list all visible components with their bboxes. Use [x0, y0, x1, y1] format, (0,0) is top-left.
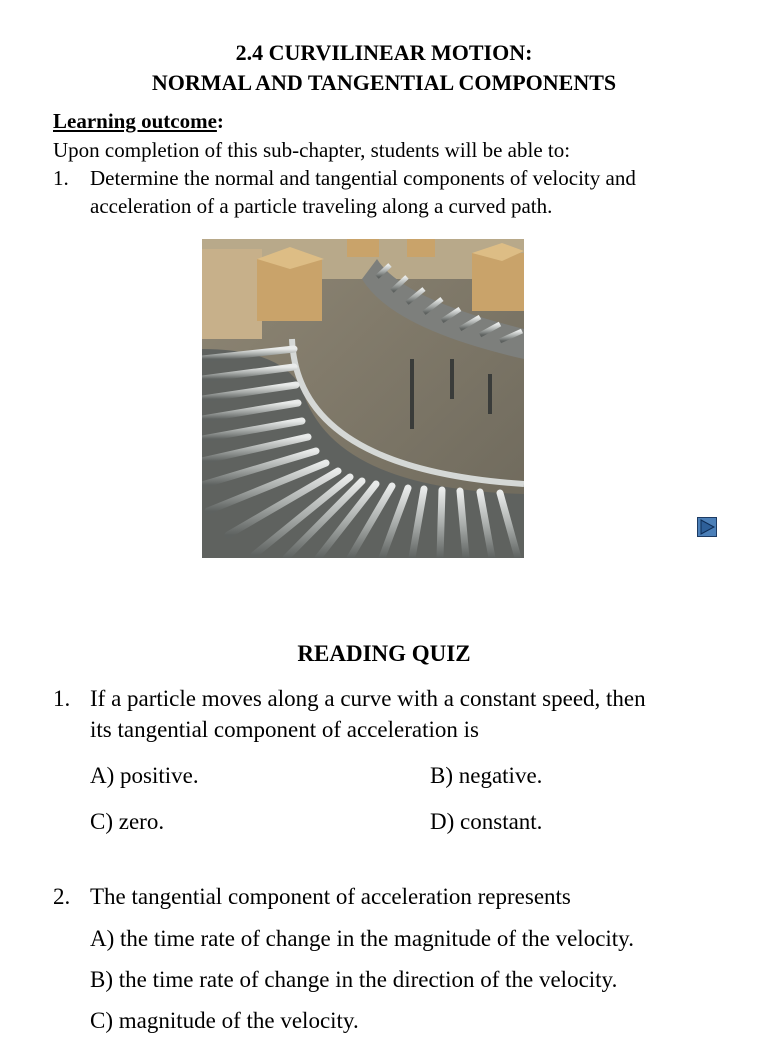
learning-outcome-label: Learning outcome: [53, 109, 217, 133]
outcome-item-line2: acceleration of a particle traveling along a curved path.: [90, 194, 553, 218]
option-text: negative.: [458, 763, 543, 788]
question-2-line1: The tangential component of acceleration represents: [90, 884, 571, 909]
option-letter: C): [90, 809, 113, 834]
roller-conveyor-photo: [202, 239, 524, 558]
question-2-option-c[interactable]: [90, 1005, 359, 1037]
page-title-line2: NORMAL AND TANGENTIAL COMPONENTS: [151, 70, 617, 95]
question-2-option-b[interactable]: [90, 964, 617, 996]
option-text: constant.: [460, 809, 543, 834]
option-text: positive.: [120, 763, 199, 788]
outcome-item-number: 1.: [53, 166, 69, 190]
question-1-option-b[interactable]: [430, 760, 542, 792]
learning-outcome-heading: [53, 107, 224, 135]
option-text: the time rate of change in the direction of the velocity.: [118, 967, 618, 992]
option-letter: B): [430, 763, 453, 788]
question-1-option-a[interactable]: [90, 760, 199, 792]
option-text: the time rate of change in the magnitude of the velocity.: [120, 926, 634, 951]
question-1-option-d[interactable]: [430, 806, 542, 838]
question-1-number: 1.: [53, 686, 71, 711]
learning-outcome-colon: :: [216, 109, 224, 133]
quiz-title: READING QUIZ: [297, 641, 471, 666]
option-letter: D): [430, 809, 455, 834]
question-2-number: 2.: [53, 884, 71, 909]
question-1-option-c[interactable]: [90, 806, 164, 838]
option-text: magnitude of the velocity.: [118, 1008, 359, 1033]
play-triangle-icon: [698, 518, 716, 536]
option-letter: C): [90, 1008, 113, 1033]
question-1-line1: If a particle moves along a curve with a constant speed, then: [90, 686, 646, 711]
outcome-item-line1: Determine the normal and tangential components of velocity and: [90, 166, 636, 190]
option-text: zero.: [118, 809, 165, 834]
learning-intro: Upon completion of this sub-chapter, students will be able to:: [53, 138, 571, 162]
option-letter: B): [90, 967, 113, 992]
question-1-line2: its tangential component of acceleration is: [90, 717, 479, 742]
next-slide-button[interactable]: [697, 517, 717, 537]
page-title-line1: 2.4 CURVILINEAR MOTION:: [235, 40, 533, 65]
option-letter: A): [90, 763, 115, 788]
option-letter: A): [90, 926, 115, 951]
question-2-option-a[interactable]: [90, 923, 634, 955]
